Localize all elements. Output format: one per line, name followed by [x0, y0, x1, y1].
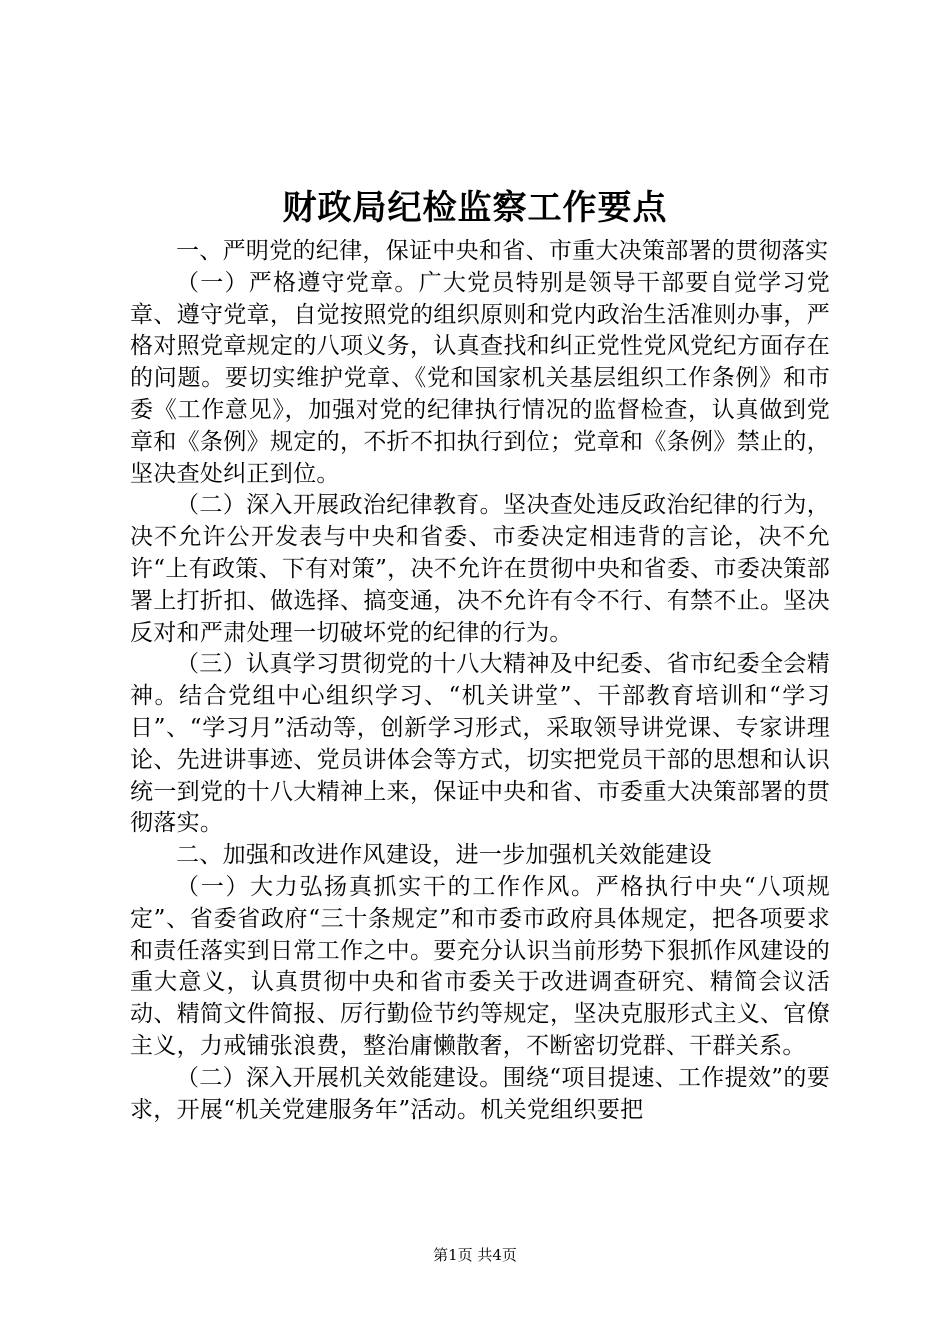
section-heading-2: 二、加强和改进作风建设，进一步加强机关效能建设: [176, 842, 712, 869]
page-number-footer: 第1页 共4页: [433, 1246, 517, 1264]
paragraph-2-2: （二）深入开展机关效能建设。围绕“项目提速、工作提效”的要求，开展“机关党建服务年”活动。机关党组织要把: [130, 1064, 830, 1123]
paragraph-1-2: （二）深入开展政治纪律教育。坚决查处违反政治纪律的行为，决不允许公开发表与中央和省委、市委决定相违背的言论，决不允许“上有政策、下有对策”，决不允许在贯彻中央和省委、市委决策部署上打折扣、做选择、搞变通，决不允许有令不行、有禁不止。坚决反对和严肃处理一切破坏党的纪律的行为。: [130, 492, 830, 646]
paragraph-1-1: （一）严格遵守党章。广大党员特别是领导干部要自觉学习党章、遵守党章，自觉按照党的组织原则和党内政治生活准则办事，严格对照党章规定的八项义务，认真查找和纠正党性党风党纪方面存在的问题。要切实维护党章、《党和国家机关基层组织工作条例》和市委《工作意见》，加强对党的纪律执行情况的监督检查，认真做到党章和《条例》规定的，不折不扣执行到位；党章和《条例》禁止的，坚决查处纠正到位。: [130, 269, 830, 487]
document-title: 财政局纪检监察工作要点: [282, 188, 668, 228]
section-heading-1: 一、严明党的纪律，保证中央和省、市重大决策部署的贯彻落实: [176, 238, 829, 264]
document-body: [130, 236, 830, 1126]
paragraph-2-1: （一）大力弘扬真抓实干的工作作风。严格执行中央“八项规定”、省委省政府“三十条规定”和市委市政府具体规定，把各项要求和责任落实到日常工作之中。要充分认识当前形势下狠抓作风建设的重大意义，认真贯彻中央和省市委关于改进调查研究、精简会议活动、精简文件简报、厉行勤俭节约等规定，坚决克服形式主义、官僚主义，力戒铺张浪费，整治庸懒散奢，不断密切党群、干群关系。: [130, 873, 830, 1059]
paragraph-1-3: （三）认真学习贯彻党的十八大精神及中纪委、省市纪委全会精神。结合党组中心组织学习、“机关讲堂”、干部教育培训和“学习日”、“学习月”活动等，创新学习形式，采取领导讲党课、专家讲理论、先进讲事迹、党员讲体会等方式，切实把党员干部的思想和认识统一到党的十八大精神上来，保证中央和省、市委重大决策部署的贯彻落实。: [130, 651, 830, 837]
